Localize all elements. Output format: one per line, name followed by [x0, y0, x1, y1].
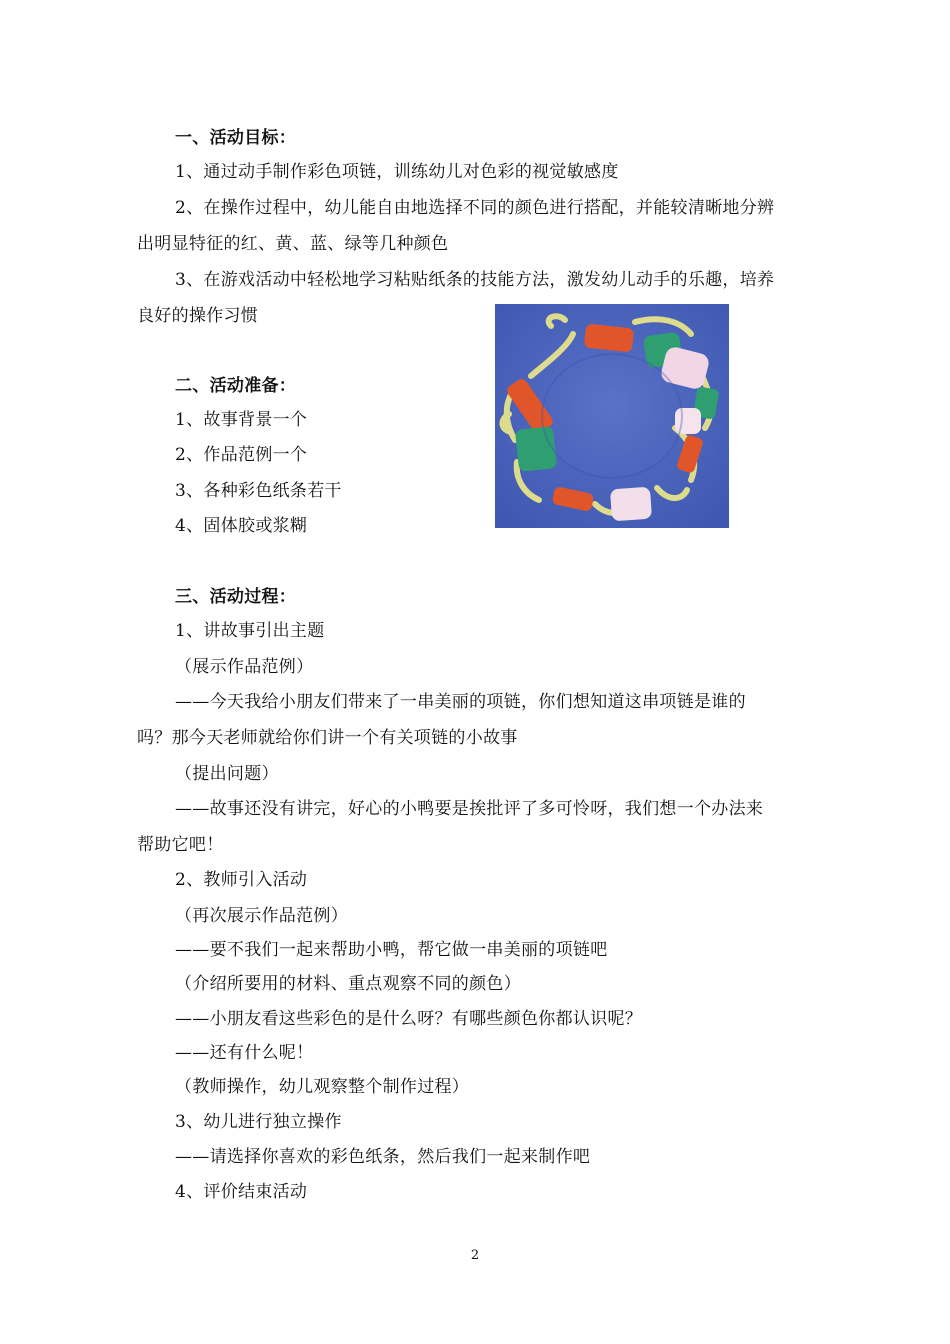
process-line: 帮助它吧！ — [137, 835, 224, 855]
process-line: 吗？那今天老师就给你们讲一个有关项链的小故事 — [137, 728, 518, 748]
process-line: （提出问题） — [175, 764, 279, 784]
process-line: （展示作品范例） — [175, 657, 314, 677]
heading-activity-goals: 一、活动目标： — [175, 128, 297, 148]
goal-item-3-cont: 良好的操作习惯 — [137, 306, 259, 326]
process-line: 1、讲故事引出主题 — [175, 621, 325, 641]
process-line: （再次展示作品范例） — [175, 906, 348, 926]
process-line: ——请选择你喜欢的彩色纸条，然后我们一起来制作吧 — [175, 1147, 591, 1167]
goal-item-2: 2、在操作过程中，幼儿能自由地选择不同的颜色进行搭配，并能较清晰地分辨 — [175, 198, 775, 218]
process-line: ——故事还没有讲完，好心的小鸭要是挨批评了多可怜呀，我们想一个办法来 — [175, 799, 764, 819]
prep-item-1: 1、故事背景一个 — [175, 410, 308, 430]
heading-activity-process: 三、活动过程： — [175, 587, 297, 607]
process-line: ——今天我给小朋友们带来了一串美丽的项链，你们想知道这串项链是谁的 — [175, 692, 746, 712]
paper-chain-necklace-photo — [495, 304, 729, 528]
process-line: 2、教师引入活动 — [175, 870, 308, 890]
process-line: （介绍所要用的材料、重点观察不同的颜色） — [175, 974, 521, 994]
goal-item-2-cont: 出明显特征的红、黄、蓝、绿等几种颜色 — [137, 234, 449, 254]
goal-item-3: 3、在游戏活动中轻松地学习粘贴纸条的技能方法，激发幼儿动手的乐趣，培养 — [175, 270, 775, 290]
process-line: ——要不我们一起来帮助小鸭，帮它做一串美丽的项链吧 — [175, 940, 608, 960]
process-line: 3、幼儿进行独立操作 — [175, 1112, 342, 1132]
heading-activity-preparation: 二、活动准备： — [175, 376, 297, 396]
prep-item-3: 3、各种彩色纸条若干 — [175, 481, 342, 501]
process-line: （教师操作，幼儿观察整个制作过程） — [175, 1077, 470, 1097]
prep-item-2: 2、作品范例一个 — [175, 445, 308, 465]
process-line: ——还有什么呢！ — [175, 1043, 314, 1063]
process-line: ——小朋友看这些彩色的是什么呀？有哪些颜色你都认识呢？ — [175, 1009, 643, 1029]
goal-item-1: 1、通过动手制作彩色项链，训练幼儿对色彩的视觉敏感度 — [175, 162, 619, 182]
prep-item-4: 4、固体胶或浆糊 — [175, 516, 308, 536]
process-line: 4、评价结束活动 — [175, 1182, 308, 1202]
page-number: 2 — [470, 1248, 480, 1263]
